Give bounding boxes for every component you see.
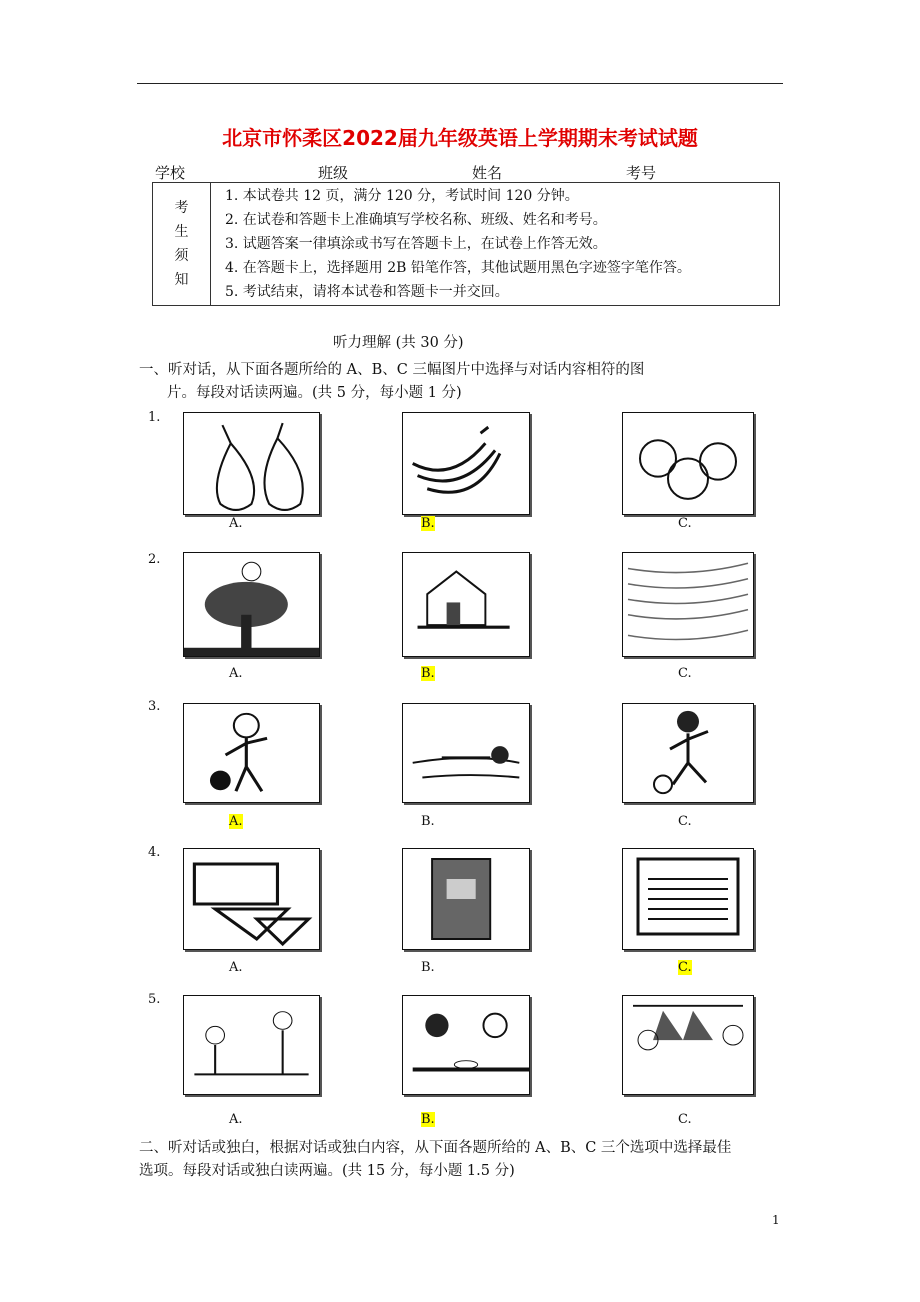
boy-soccer-picture — [622, 703, 754, 803]
notice-item: 4. 在答题卡上，选择题用 2B 铅笔作答，其他试题用黑色字迹签字笔作答。 — [225, 260, 691, 276]
option-label: A. — [229, 666, 243, 681]
sunny-tree-picture — [183, 552, 320, 657]
exam-title: 北京市怀柔区2022届九年级英语上学期期末考试试题 — [222, 126, 698, 150]
section1-line1: 一、听对话，从下面各题所给的 A、B、C 三幅图片中选择与对话内容相符的图 — [139, 362, 645, 378]
option-label: B. — [421, 1112, 435, 1127]
windy-storm-picture — [622, 552, 754, 657]
field-label: 学校 — [155, 164, 186, 182]
section2-line2: 选项。每段对话或独白读两遍。(共 15 分，每小题 1.5 分) — [139, 1163, 515, 1179]
newspaper-picture — [622, 848, 754, 950]
swimming-picture — [402, 703, 530, 803]
restaurant-picture — [402, 995, 530, 1095]
option-label: A. — [229, 814, 243, 829]
field-label: 考号 — [626, 164, 657, 182]
notice-item: 2. 在试卷和答题卡上准确填写学校名称、班级、姓名和考号。 — [225, 212, 607, 228]
class-field[interactable] — [318, 162, 448, 183]
option-label: A. — [229, 516, 243, 531]
field-label: 姓名 — [472, 164, 503, 182]
option-label: C. — [678, 960, 692, 975]
notice-char: 生 — [174, 224, 189, 240]
page-number: 1 — [772, 1213, 780, 1227]
notice-item: 1. 本试卷共 12 页，满分 120 分，考试时间 120 分钟。 — [225, 188, 579, 204]
exam-number-field[interactable] — [626, 162, 753, 183]
option-label: C. — [678, 516, 692, 531]
notice-item: 3. 试题答案一律填涂或书写在答题卡上，在试卷上作答无效。 — [225, 236, 607, 252]
option-label: B. — [421, 516, 435, 531]
option-label: A. — [229, 960, 243, 975]
doctor-picture — [183, 995, 320, 1095]
clothes-shop-picture — [622, 995, 754, 1095]
question-number: 5. — [148, 992, 161, 1007]
name-field[interactable] — [472, 162, 602, 183]
school-field[interactable] — [155, 162, 285, 183]
notice-char: 考 — [174, 200, 189, 216]
notice-char: 须 — [174, 248, 189, 264]
option-label: A. — [229, 1112, 243, 1127]
apples-picture — [622, 412, 754, 515]
letters-picture — [183, 848, 320, 950]
boy-basketball-picture — [183, 703, 320, 803]
option-label: C. — [678, 666, 692, 681]
snowy-house-picture — [402, 552, 530, 657]
notice-item: 5. 考试结束，请将本试卷和答题卡一并交回。 — [225, 284, 509, 300]
field-label: 班级 — [318, 164, 349, 182]
notice-table — [152, 182, 780, 306]
part-title: 听力理解 (共 30 分) — [333, 335, 464, 351]
pears-picture — [183, 412, 320, 515]
option-label: B. — [421, 666, 435, 681]
book-picture — [402, 848, 530, 950]
notice-char: 知 — [174, 272, 189, 288]
bananas-picture — [402, 412, 530, 515]
section2-line1: 二、听对话或独白，根据对话或独白内容，从下面各题所给的 A、B、C 三个选项中选择最佳 — [139, 1140, 732, 1156]
question-number: 4. — [148, 845, 161, 860]
notice-heading — [153, 183, 211, 306]
header-rule — [137, 83, 783, 84]
section1-line2: 片。每段对话读两遍。(共 5 分，每小题 1 分) — [167, 385, 462, 401]
question-number: 2. — [148, 552, 161, 567]
question-number: 1. — [148, 410, 161, 425]
question-number: 3. — [148, 699, 161, 714]
option-label: C. — [678, 814, 692, 829]
option-label: C. — [678, 1112, 692, 1127]
option-label: B. — [421, 960, 435, 975]
option-label: B. — [421, 814, 435, 829]
